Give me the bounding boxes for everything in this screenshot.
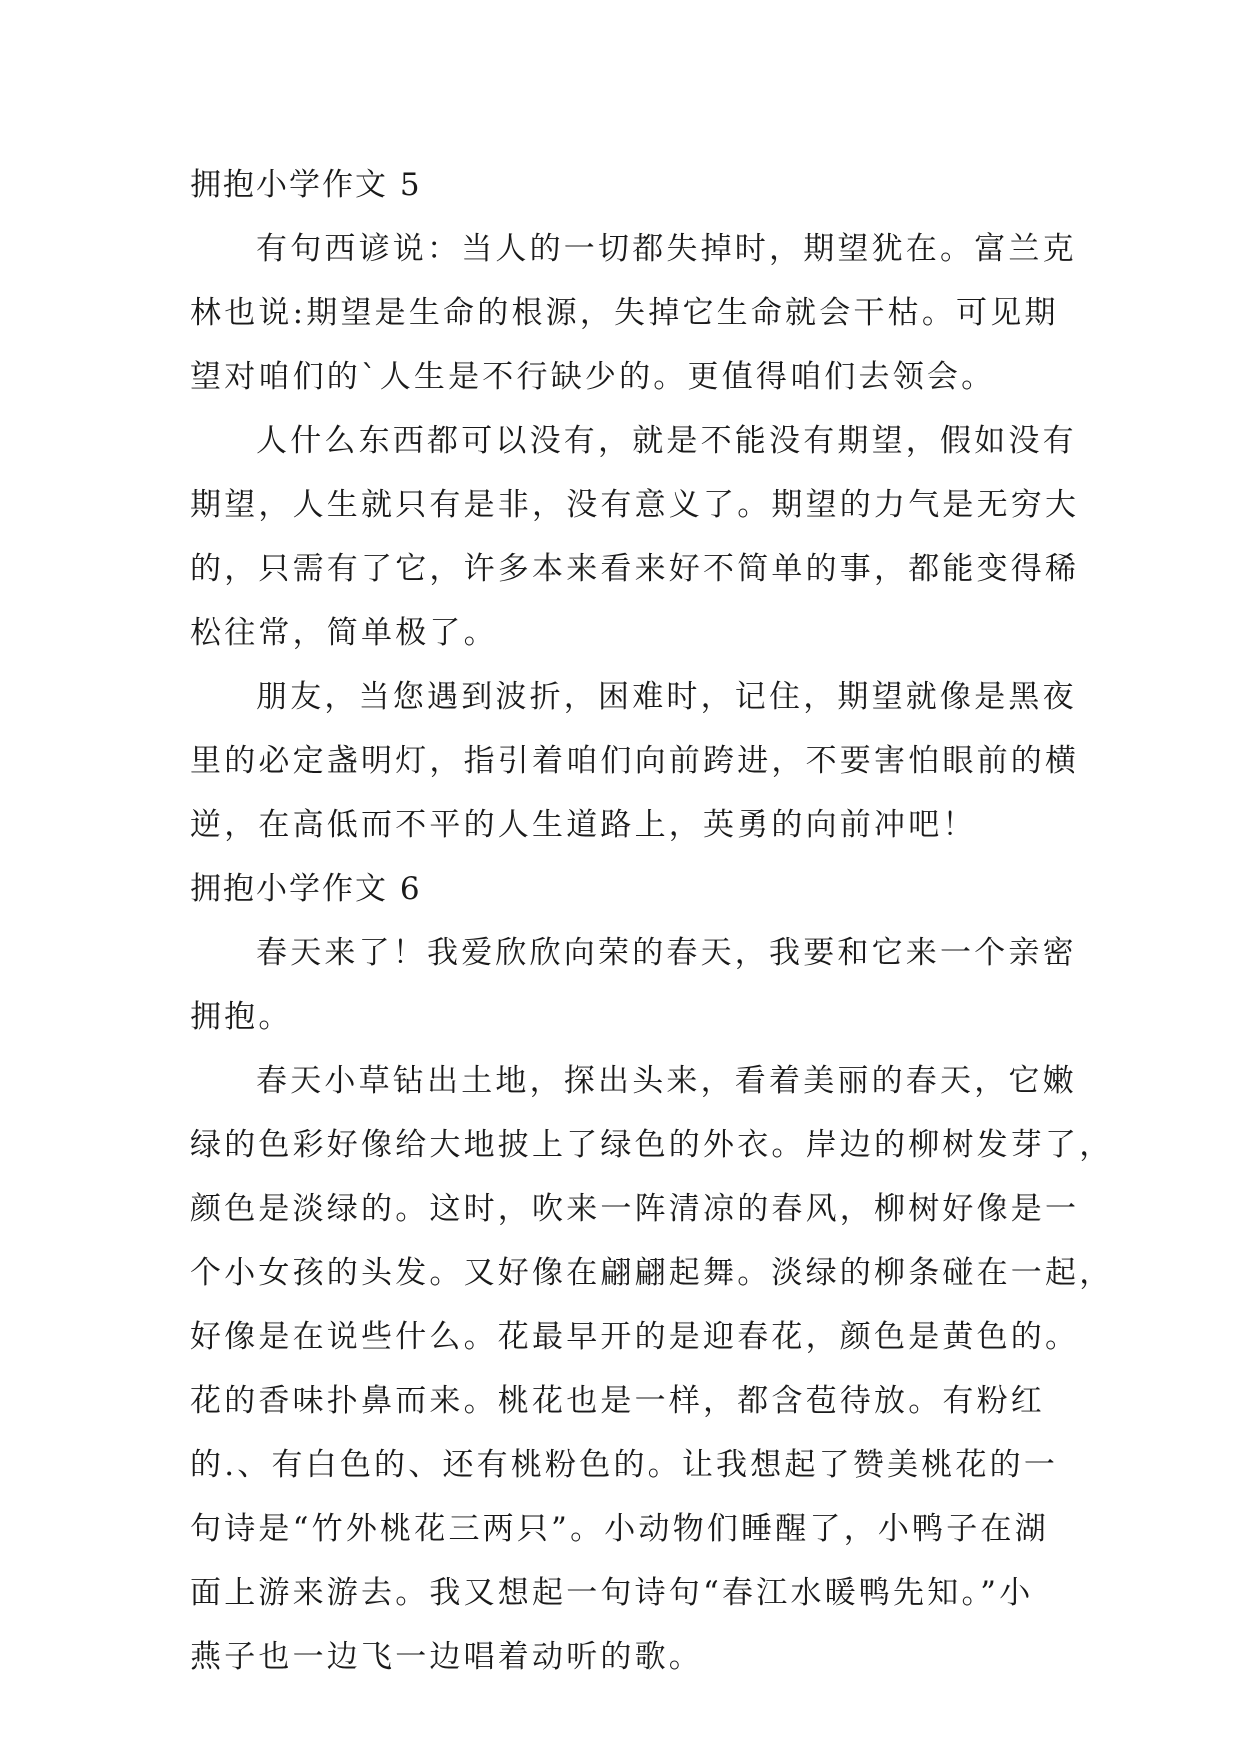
paragraph [190,665,1080,857]
text-line: 人什么东西都可以没有，就是不能没有期望，假如没有 [256,423,1077,459]
text-line: 绿的色彩好像给大地披上了绿色的外衣。岸边的柳树发芽了， [190,1127,1114,1163]
text-line: 好像是在说些什么。花最早开的是迎春花，颜色是黄色的。 [190,1319,1080,1355]
text-line: 燕子也一边飞一边唱着动听的歌。 [190,1639,703,1675]
text-line: 花的香味扑鼻而来。桃花也是一样，都含苞待放。有粉红 [190,1383,1045,1419]
text-line: 拥抱。 [190,999,293,1035]
text-line: 期望，人生就只有是非，没有意义了。期望的力气是无穷大 [190,487,1080,523]
text-line: 林也说:期望是生命的根源，失掉它生命就会干枯。可见期 [190,295,1059,331]
section-heading: 拥抱小学作文 6 [190,871,422,907]
text-line: 望对咱们的`人生是不行缺少的。更值得咱们去领会。 [190,359,996,395]
text-line: 逆，在高低而不平的人生道路上，英勇的向前冲吧！ [190,807,977,843]
text-line: 的，只需有了它，许多本来看来好不简单的事，都能变得稀 [190,551,1080,587]
text-line: 有句西谚说：当人的一切都失掉时，期望犹在。富兰克 [256,231,1077,267]
text-line: 个小女孩的头发。又好像在翩翩起舞。淡绿的柳条碰在一起， [190,1255,1114,1291]
document-body [190,153,1114,1689]
section-heading: 拥抱小学作文 5 [190,167,422,203]
text-line: 的.、有白色的、还有桃粉色的。让我想起了赞美桃花的一 [190,1447,1059,1483]
text-line: 面上游来游去。我又想起一句诗句“春江水暖鸭先知。”小 [190,1575,1034,1611]
text-line: 春天小草钻出土地，探出头来，看着美丽的春天，它嫩 [256,1063,1077,1099]
text-line: 颜色是淡绿的。这时，吹来一阵清凉的春风，柳树好像是一 [190,1191,1080,1227]
text-line: 句诗是“竹外桃花三两只”。小动物们睡醒了，小鸭子在湖 [190,1511,1049,1547]
text-line: 松往常，简单极了。 [190,615,498,651]
text-line: 春天来了！我爱欣欣向荣的春天，我要和它来一个亲密 [256,935,1077,971]
paragraph [190,409,1080,665]
paragraph [190,217,1077,409]
paragraph [190,921,1077,1049]
text-line: 里的必定盏明灯，指引着咱们向前跨进，不要害怕眼前的横 [190,743,1080,779]
paragraph [190,1049,1114,1689]
text-line: 朋友，当您遇到波折，困难时，记住，期望就像是黑夜 [256,679,1077,715]
